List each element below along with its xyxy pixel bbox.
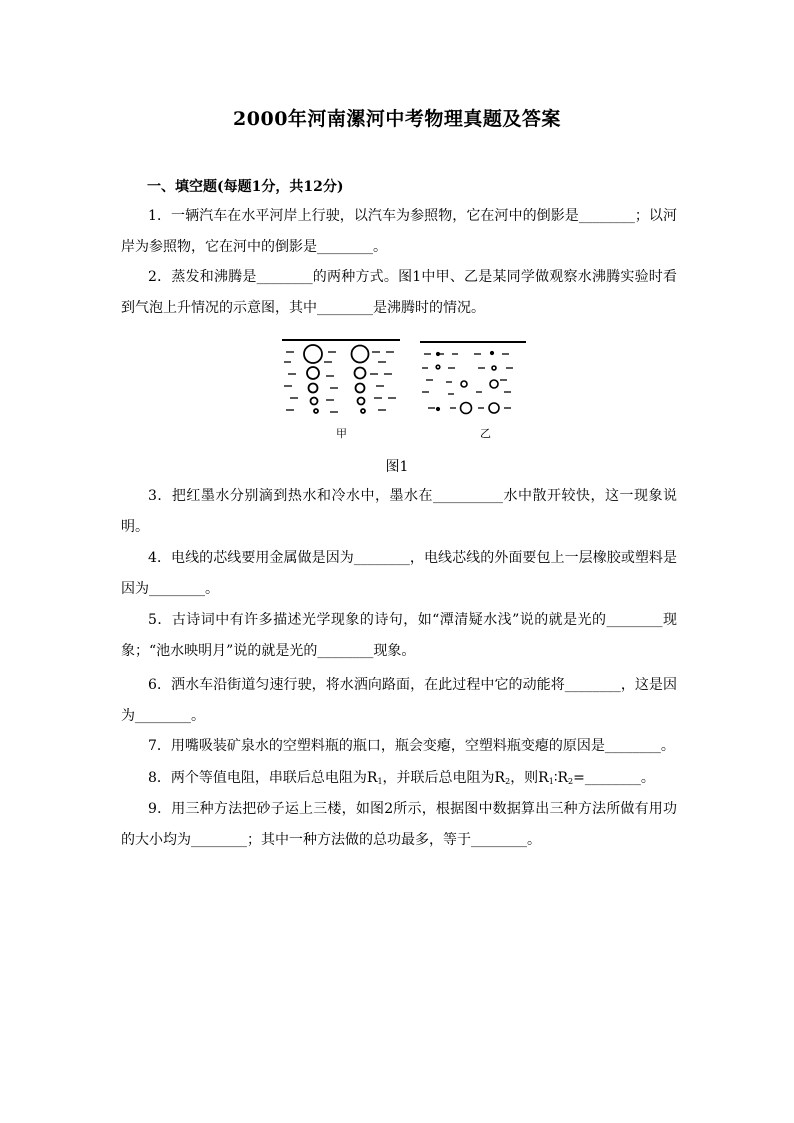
question-8: 8．两个等值电阻，串联后总电阻为$R_1$，并联后总电阻为$R_2$，则$R_1∶R_2=\_\_\_\_\_\_\_\_$。 (148, 770, 655, 786)
figure-caption: 图1 (385, 459, 409, 475)
beaker-right (420, 342, 526, 440)
boiling-bubbles-figure (278, 334, 528, 442)
question-7: 7．用嘴吸装矿泉水的空塑料瓶的瓶口，瓶会变瘪，空塑料瓶变瘪的原因是________。 (148, 738, 675, 754)
figure-label-left: 甲 (336, 427, 347, 440)
question-3: 3．把红墨水分别滴到热水和冷水中，墨水在__________水中散开较快，这一现象说明。 (121, 488, 677, 535)
figure-label-right: 乙 (480, 427, 491, 440)
beaker-left (282, 340, 400, 440)
question-4: 4．电线的芯线要用金属做是因为________，电线芯线的外面要包上一层橡胶或塑料是因为________。 (121, 550, 677, 597)
question-2: 2．蒸发和沸腾是________的两种方式。图1中甲、乙是某同学做观察水沸腾实验时看到气泡上升情况的示意图，其中________是沸腾时的情况。 (121, 269, 677, 316)
page-title: 2000年河南漯河中考物理真题及答案 (233, 108, 561, 130)
question-1: 1．一辆汽车在水平河岸上行驶，以汽车为参照物，它在河中的倒影是________；以河岸为参照物，它在河中的倒影是________。 (121, 208, 677, 255)
question-9: 9．用三种方法把砂子运上三楼，如图2所示，根据图中数据算出三种方法所做有用功的大小均为________；其中一种方法做的总功最多，等于________。 (121, 801, 677, 848)
question-5: 5．古诗词中有许多描述光学现象的诗句，如“潭清疑水浅”说的就是光的________现象；“池水映明月”说的就是光的________现象。 (121, 612, 677, 659)
question-6: 6．洒水车沿街道匀速行驶，将水洒向路面，在此过程中它的动能将________，这是因为________。 (121, 677, 677, 724)
section-heading: 一、填空题(每题1分，共12分) (147, 179, 344, 195)
